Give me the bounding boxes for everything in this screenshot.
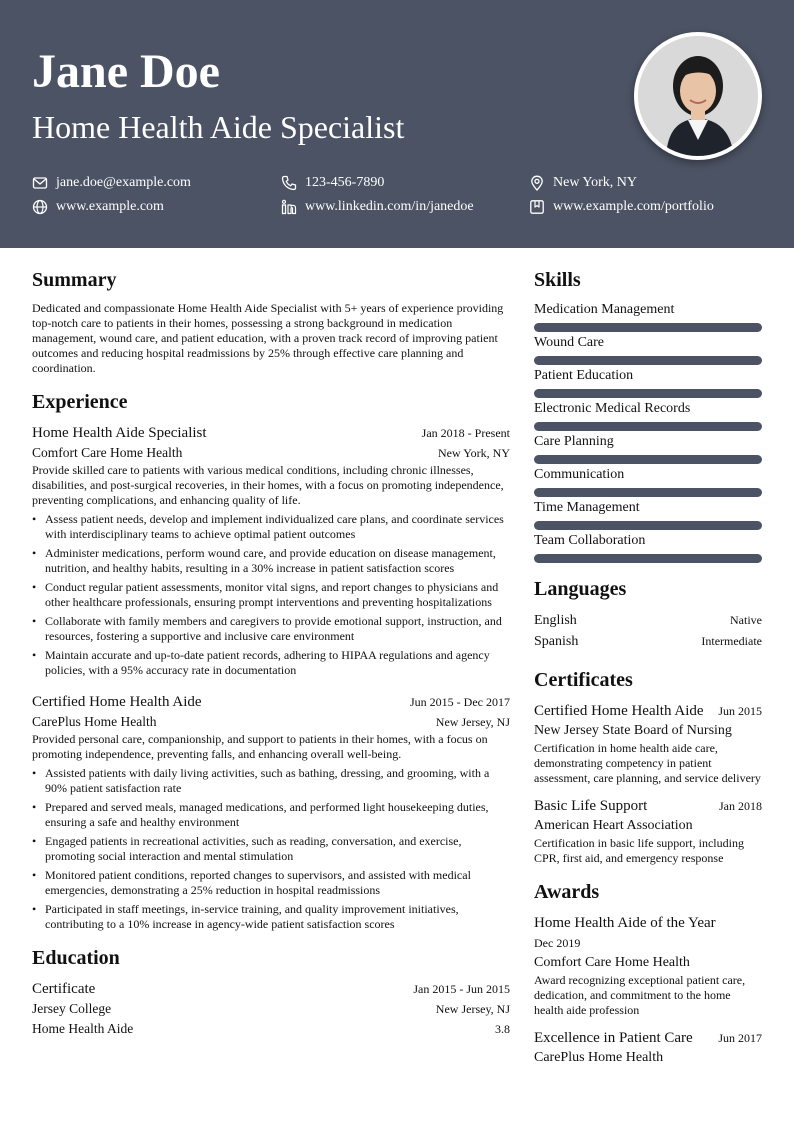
language-level: Native <box>730 613 762 627</box>
certificate-item <box>534 796 762 866</box>
language-item <box>534 631 762 652</box>
award-title: Home Health Aide of the Year <box>534 915 716 931</box>
job-entry <box>32 692 510 932</box>
contact-email-text: jane.doe@example.com <box>56 175 191 190</box>
language-name: Spanish <box>534 634 579 649</box>
skill-item <box>534 433 762 464</box>
certificates-heading: Certificates <box>534 669 633 691</box>
job-dates: Jun 2015 - Dec 2017 <box>410 695 510 709</box>
job-bullet: • Administer medications, perform wound care, and provide education on disease management, nutrition, and healthy habits, resulting in a 30% increase in patient satisfaction scores <box>32 546 510 576</box>
experience-section <box>32 390 510 932</box>
skill-label: Time Management <box>534 500 640 515</box>
contact-portfolio-text: www.example.com/portfolio <box>553 199 714 214</box>
award-item <box>534 1028 762 1068</box>
contact-phone-text: 123-456-7890 <box>305 175 385 190</box>
job-company: CarePlus Home Health <box>32 714 157 729</box>
job-bullet: • Assisted patients with daily living activities, such as bathing, dressing, and grooming, with a 90% patient satisfaction rate <box>32 766 510 796</box>
skill-level-bar <box>534 323 762 332</box>
award-date: Jun 2017 <box>718 1031 762 1045</box>
linkedin-icon <box>281 199 297 215</box>
skill-item <box>534 532 762 563</box>
award-date: Dec 2019 <box>534 936 581 950</box>
skill-item <box>534 367 762 398</box>
job-location: New Jersey, NJ <box>435 715 510 729</box>
skill-label: Team Collaboration <box>534 533 646 548</box>
contact-location-text: New York, NY <box>553 175 638 190</box>
award-issuer: CarePlus Home Health <box>534 1050 664 1065</box>
contact-website[interactable] <box>32 199 164 215</box>
award-item <box>534 913 762 1018</box>
education-section <box>32 946 510 1039</box>
skill-label: Medication Management <box>534 302 675 317</box>
globe-icon <box>32 199 48 215</box>
profile-photo <box>634 32 762 160</box>
job-bullet: • Engaged patients in recreational activities, such as reading, conversation, and exercise, promoting social interaction and mental stimulation <box>32 834 510 864</box>
certificate-date: Jan 2018 <box>719 799 762 813</box>
certificate-issuer: New Jersey State Board of Nursing <box>534 723 732 738</box>
skill-level-bar <box>534 521 762 530</box>
skill-label: Communication <box>534 467 625 482</box>
skill-level-bar <box>534 356 762 365</box>
job-bullets <box>32 512 510 678</box>
certificate-date: Jun 2015 <box>718 704 762 718</box>
job-bullet: • Conduct regular patient assessments, monitor vital signs, and report changes to physicians and other healthcare professionals, ensuring prompt interventions and preventing hospitalizations <box>32 580 510 610</box>
job-bullet: • Monitored patient conditions, reported changes to supervisors, and assisted with medical emergencies, demonstrating a 25% reduction in hospital readmissions <box>32 868 510 898</box>
award-issuer: Comfort Care Home Health <box>534 955 690 970</box>
languages-section <box>534 577 762 652</box>
contact-linkedin-text: www.linkedin.com/in/janedoe <box>305 199 474 214</box>
certificate-issuer: American Heart Association <box>534 818 693 833</box>
education-dates: Jan 2015 - Jun 2015 <box>413 982 510 996</box>
skill-item <box>534 334 762 365</box>
awards-heading: Awards <box>534 881 600 903</box>
award-title: Excellence in Patient Care <box>534 1030 693 1046</box>
job-dates: Jan 2018 - Present <box>421 426 510 440</box>
education-degree: Certificate <box>32 981 96 997</box>
skill-label: Care Planning <box>534 434 614 449</box>
summary-text: Dedicated and compassionate Home Health Aide Specialist with 5+ years of experience providing top-notch care to patients in their homes, possessing a strong background in medication management, wound care, and patient education, with a proven track record of improving patient outcomes and reducing hospital readmissions by 25% through effective care planning and coordination. <box>32 301 504 375</box>
contact-phone[interactable] <box>281 175 384 191</box>
certificate-item <box>534 701 762 786</box>
skill-level-bar <box>534 488 762 497</box>
education-field: Home Health Aide <box>32 1021 134 1036</box>
skills-heading: Skills <box>534 269 581 291</box>
job-entry <box>32 423 510 678</box>
contact-linkedin[interactable] <box>281 199 474 215</box>
job-bullet: • Prepared and served meals, managed medications, and performed light housekeeping duties, ensuring a safe and healthy environment <box>32 800 510 830</box>
mail-icon <box>32 175 48 191</box>
job-title: Certified Home Health Aide <box>32 694 202 710</box>
language-item <box>534 610 762 631</box>
resume-header <box>0 0 794 248</box>
job-location: New York, NY <box>437 446 510 460</box>
portfolio-icon <box>529 199 545 215</box>
award-description: Award recognizing exceptional patient care, dedication, and commitment to the home health aide profession <box>534 973 746 1017</box>
skill-level-bar <box>534 389 762 398</box>
job-bullet: • Maintain accurate and up-to-date patient records, adhering to HIPAA regulations and agency policies, with a 95% accuracy rate in documentation <box>32 648 510 678</box>
phone-icon <box>281 175 297 191</box>
certificate-description: Certification in home health aide care, demonstrating competency in patient assessment, care planning, and service delivery <box>534 741 761 785</box>
skill-item <box>534 301 762 332</box>
job-bullet: • Collaborate with family members and caregivers to provide emotional support, instruction, and resources, fostering a supportive and inclusive care environment <box>32 614 510 644</box>
job-bullets <box>32 766 510 932</box>
skill-item <box>534 499 762 530</box>
job-description: Provided personal care, companionship, and support to patients in their homes, with a focus on promoting independence, preventing falls, and enhancing overall well-being. <box>32 732 488 761</box>
skill-level-bar <box>534 422 762 431</box>
education-location: New Jersey, NJ <box>435 1002 510 1016</box>
job-description: Provide skilled care to patients with various medical conditions, including chronic illnesses, disabilities, and post-surgical recoveries, in their homes, with a focus on promoting independence, preventing complications, and enhancing quality of life. <box>32 463 504 507</box>
right-column <box>534 268 762 1068</box>
skill-level-bar <box>534 554 762 563</box>
summary-heading: Summary <box>32 269 117 291</box>
person-name: Jane Doe <box>32 45 220 98</box>
skill-item <box>534 466 762 497</box>
experience-heading: Experience <box>32 391 128 413</box>
education-heading: Education <box>32 947 120 969</box>
languages-heading: Languages <box>534 578 627 600</box>
certificates-section <box>534 668 762 866</box>
skill-label: Electronic Medical Records <box>534 401 691 416</box>
location-icon <box>529 175 545 191</box>
certificate-title: Certified Home Health Aide <box>534 703 704 719</box>
certificate-title: Basic Life Support <box>534 798 648 814</box>
contact-email[interactable] <box>32 175 191 191</box>
certificate-description: Certification in basic life support, including CPR, first aid, and emergency response <box>534 836 744 865</box>
skill-label: Wound Care <box>534 335 605 350</box>
contact-location <box>529 175 637 191</box>
job-bullet: • Participated in staff meetings, in-service training, and quality improvement initiatives, contributing to a 10% increase in agency-wide patient satisfaction scores <box>32 902 510 932</box>
skills-section <box>534 268 762 563</box>
contact-portfolio[interactable] <box>529 199 714 215</box>
education-gpa: 3.8 <box>495 1022 510 1036</box>
job-title: Home Health Aide Specialist <box>32 425 207 441</box>
language-name: English <box>534 613 577 628</box>
contact-website-text: www.example.com <box>56 199 164 214</box>
skill-level-bar <box>534 455 762 464</box>
language-level: Intermediate <box>701 634 762 648</box>
job-bullet: • Assess patient needs, develop and implement individualized care plans, and coordinate services with interdisciplinary teams to achieve optimal patient outcomes <box>32 512 510 542</box>
job-title-heading: Home Health Aide Specialist <box>32 109 405 145</box>
education-school: Jersey College <box>32 1001 112 1016</box>
left-column <box>32 268 510 1039</box>
job-company: Comfort Care Home Health <box>32 445 183 460</box>
awards-section <box>534 880 762 1068</box>
skill-item <box>534 400 762 431</box>
summary-section <box>32 268 510 376</box>
skill-label: Patient Education <box>534 368 634 383</box>
